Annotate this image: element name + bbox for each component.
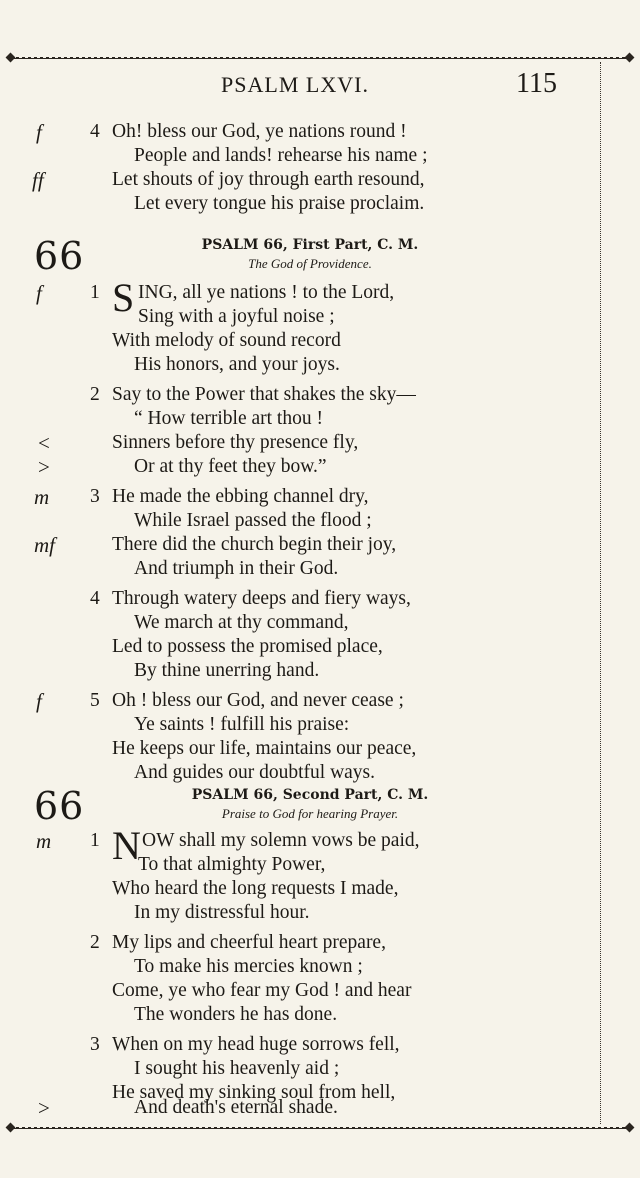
verse-line: And death's eternal shade. (134, 1097, 338, 1118)
verse-line: To that almighty Power, (138, 854, 326, 875)
verse-line: The wonders he has done. (134, 1004, 338, 1025)
dynamic-mark: f (36, 120, 42, 144)
verse-line: Oh! bless our God, ye nations round ! (112, 121, 407, 142)
drop-cap: N (112, 823, 141, 868)
dynamic-mark: f (36, 281, 42, 305)
verse-number: 5 (90, 690, 100, 711)
dynamic-mark: m (36, 829, 52, 853)
verse-line: Sing with a joyful noise ; (138, 306, 335, 327)
verse-line: Come, ye who fear my God ! and hear (112, 980, 412, 1001)
psalm-heading: PSALM 66, Second Part, C. M. (191, 787, 429, 803)
verse-number: 2 (90, 932, 100, 953)
verse-line: “ How terrible art thou ! (134, 408, 323, 429)
verse-line: Let every tongue his praise proclaim. (134, 193, 425, 214)
verse-line: Who heard the long requests I made, (112, 878, 399, 899)
bottom-border-rule (10, 1124, 630, 1132)
verse-number: 3 (90, 486, 100, 507)
dynamic-mark: m (34, 485, 50, 509)
verse-line: Say to the Power that shakes the sky— (112, 384, 416, 405)
verse-line: Oh ! bless our God, and never cease ; (112, 690, 404, 711)
verse-line: My lips and cheerful heart prepare, (112, 932, 386, 953)
page-number: 115 (516, 68, 557, 99)
psalm-subtitle: The God of Providence. (248, 256, 372, 271)
dynamic-mark: ff (32, 168, 44, 192)
top-border-rule (10, 54, 630, 62)
verse-line: By thine unerring hand. (134, 660, 320, 681)
verse-line: He keeps our life, maintains our peace, (112, 738, 417, 759)
verse-line: Through watery deeps and fiery ways, (112, 588, 411, 609)
psalm-subtitle: Praise to God for hearing Prayer. (221, 806, 399, 821)
verse-line: Sinners before thy presence fly, (112, 432, 359, 453)
verse-line: He made the ebbing channel dry, (112, 486, 369, 507)
verse-line: His honors, and your joys. (134, 354, 340, 375)
verse-line: I sought his heavenly aid ; (134, 1058, 340, 1079)
verse-line: ING, all ye nations ! to the Lord, (138, 282, 395, 303)
psalm-heading: PSALM 66, First Part, C. M. (201, 237, 419, 253)
verse-line: When on my head huge sorrows fell, (112, 1034, 400, 1055)
dynamic-mark: mf (34, 533, 55, 557)
verse-number: 2 (90, 384, 100, 405)
verse-number: 1 (90, 282, 100, 303)
verse-line: In my distressful hour. (134, 902, 310, 923)
verse-line: To make his mercies known ; (134, 956, 363, 977)
verse-number: 4 (90, 588, 100, 609)
verse-line: There did the church begin their joy, (112, 534, 397, 555)
verse-number: 3 (90, 1034, 100, 1055)
right-border-rule (600, 62, 601, 1124)
verse-number: 1 (90, 830, 100, 851)
dynamic-mark: > (38, 1096, 50, 1120)
verse-line: Ye saints ! fulfill his praise: (134, 714, 350, 735)
psalm-number: 66 (34, 784, 85, 828)
verse-line: With melody of sound record (112, 330, 341, 351)
verse-line: Or at thy feet they bow.” (134, 456, 327, 477)
dynamic-mark: < (38, 431, 50, 455)
drop-cap: S (112, 275, 135, 320)
verse-line: And triumph in their God. (134, 558, 339, 579)
psalm-number: 66 (34, 234, 85, 278)
verse-line: And guides our doubtful ways. (134, 762, 376, 783)
verse-line: Led to possess the promised place, (112, 636, 383, 657)
verse-number: 4 (90, 121, 100, 142)
verse-line: OW shall my solemn vows be paid, (142, 830, 420, 851)
verse-line: People and lands! rehearse his name ; (134, 145, 428, 166)
dynamic-mark: f (36, 689, 42, 713)
verse-line: He saved my sinking soul from hell, (112, 1082, 396, 1103)
dynamic-mark: > (38, 455, 50, 479)
page-header (0, 68, 640, 104)
verse-line: We march at thy command, (134, 612, 349, 633)
verse-line: While Israel passed the flood ; (134, 510, 372, 531)
running-title: PSALM LXVI. (221, 72, 369, 97)
verse-line: Let shouts of joy through earth resound, (112, 169, 425, 190)
